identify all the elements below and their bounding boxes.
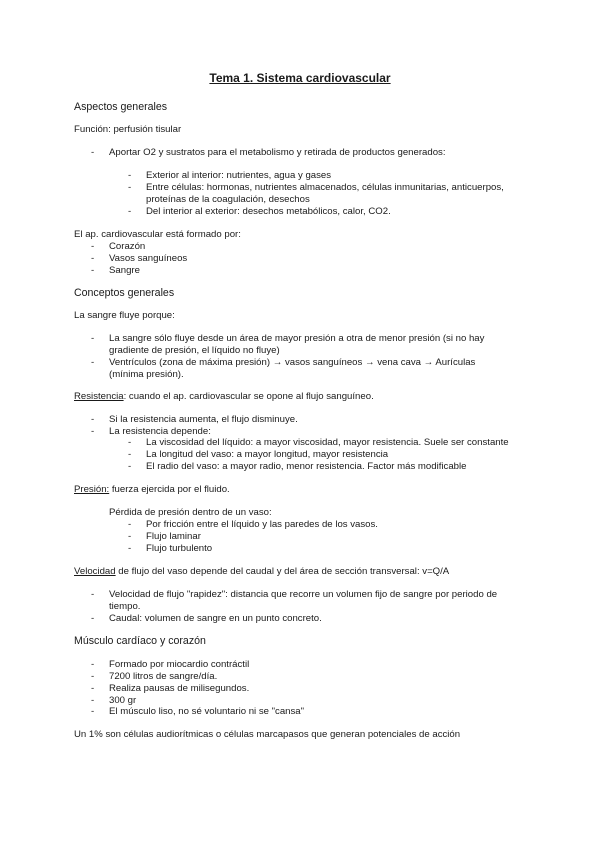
list-item: 7200 litros de sangre/día.: [109, 671, 218, 682]
heading-aspectos-generales: Aspectos generales: [74, 101, 168, 113]
list-item: Vasos sanguíneos: [109, 253, 188, 264]
bullet-dash: -: [91, 241, 95, 252]
final-line: Un 1% son células audiorítmicas o células marcapasos que generan potenciales de acción: [74, 729, 461, 740]
perdida-line: Pérdida de presión dentro de un vaso:: [109, 507, 272, 518]
list-item: Flujo turbulento: [146, 543, 213, 554]
resistencia-definition: : cuando el ap. cardiovascular se opone al flujo sanguíneo.: [123, 391, 374, 402]
list-item: Del interior al exterior: desechos metabólicos, calor, CO2.: [146, 206, 391, 217]
page-title: Tema 1. Sistema cardiovascular: [209, 71, 391, 85]
velocidad-line: [74, 566, 449, 578]
bullet-dash: -: [91, 613, 95, 624]
bullet-dash: -: [91, 265, 95, 276]
bullet-dash: -: [91, 659, 95, 670]
bullet-dash: -: [128, 519, 132, 530]
velocidad-definition: de flujo del vaso depende del caudal y del área de sección transversal: v=Q/A: [115, 566, 450, 577]
bullet-dash: -: [128, 170, 132, 181]
list-item-continuation: (mínima presión).: [109, 369, 184, 380]
list-item: Si la resistencia aumenta, el flujo disminuye.: [109, 414, 298, 425]
list-item: El músculo liso, no sé voluntario ni se "cansa": [109, 706, 305, 717]
resistencia-line: [74, 391, 374, 403]
list-item: La viscosidad del líquido: a mayor viscosidad, mayor resistencia. Suele ser constante: [146, 437, 509, 448]
heading-conceptos-generales: Conceptos generales: [74, 287, 175, 299]
resistencia-term: Resistencia: [74, 391, 124, 402]
bullet-dash: -: [91, 414, 95, 425]
list-item: La longitud del vaso: a mayor longitud, mayor resistencia: [146, 449, 389, 460]
list-item: La resistencia depende:: [109, 426, 211, 437]
list-item: Exterior al interior: nutrientes, agua y gases: [146, 170, 332, 181]
list-item-continuation: gradiente de presión, el líquido no fluye): [109, 345, 280, 356]
fluye-line: La sangre fluye porque:: [74, 310, 175, 321]
bullet-dash: -: [91, 253, 95, 264]
list-item-continuation: tiempo.: [109, 601, 141, 612]
list-item: La sangre sólo fluye desde un área de mayor presión a otra de menor presión (si no hay: [109, 333, 485, 344]
list-item: Formado por miocardio contráctil: [109, 659, 250, 670]
bullet-dash: -: [91, 671, 95, 682]
bullet-dash: -: [91, 147, 95, 158]
bullet-dash: -: [91, 426, 95, 437]
presion-definition: fuerza ejercida por el fluido.: [109, 484, 230, 495]
bullet-dash: -: [128, 437, 132, 448]
bullet-dash: -: [91, 706, 95, 717]
velocidad-term: Velocidad: [74, 566, 116, 577]
list-item: Flujo laminar: [146, 531, 201, 542]
bullet-dash: -: [128, 543, 132, 554]
bullet-dash: -: [91, 695, 95, 706]
funcion-line: Función: perfusión tisular: [74, 124, 182, 135]
list-item: Por fricción entre el líquido y las paredes de los vasos.: [146, 519, 378, 530]
bullet-dash: -: [128, 182, 132, 193]
presion-line: [74, 484, 230, 496]
list-item: Sangre: [109, 265, 140, 276]
list-item-continuation: proteínas de la coagulación, desechos: [146, 194, 310, 205]
bullet-dash: -: [128, 206, 132, 217]
bullet-dash: -: [91, 589, 95, 600]
list-item: Velocidad de flujo "rapidez": distancia que recorre un volumen fijo de sangre por periodo de: [109, 589, 498, 600]
list-item: Corazón: [109, 241, 146, 252]
bullet-dash: -: [91, 333, 95, 344]
list-item: Aportar O2 y sustratos para el metabolismo y retirada de productos generados:: [109, 147, 446, 158]
list-item: Entre células: hormonas, nutrientes almacenados, células inmunitarias, anticuerpos,: [146, 182, 504, 193]
bullet-dash: -: [91, 357, 95, 368]
heading-musculo-cardiaco: Músculo cardíaco y corazón: [74, 635, 206, 647]
bullet-dash: -: [128, 461, 132, 472]
list-item: 300 gr: [109, 695, 137, 706]
list-item: El radio del vaso: a mayor radio, menor resistencia. Factor más modificable: [146, 461, 467, 472]
formado-line: El ap. cardiovascular está formado por:: [74, 229, 241, 240]
bullet-dash: -: [91, 683, 95, 694]
presion-term: Presión:: [74, 484, 110, 495]
bullet-dash: -: [128, 449, 132, 460]
list-item: Realiza pausas de milisegundos.: [109, 683, 250, 694]
list-item: Ventrículos (zona de máxima presión) → vasos sanguíneos → vena cava → Aurículas: [109, 357, 476, 368]
bullet-dash: -: [128, 531, 132, 542]
list-item: Caudal: volumen de sangre en un punto concreto.: [109, 613, 322, 624]
